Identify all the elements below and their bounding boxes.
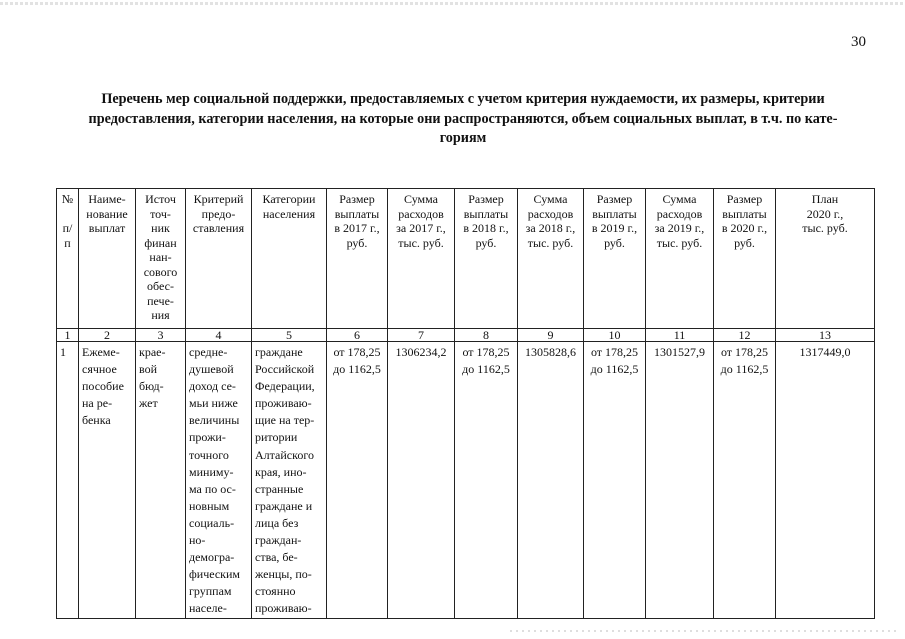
row-number-cell: 1 <box>57 342 79 619</box>
header-cell: Размер выплаты в 2017 г., руб. <box>327 189 388 329</box>
header-cell: План 2020 г., тыс. руб. <box>776 189 875 329</box>
header-cell: Источ точ- ник финан нан- сового обес- пече- ния <box>136 189 186 329</box>
document-title: Перечень мер социальной поддержки, предоставляемых с учетом критерия нуждаемости, их размеры, критерии предоставления, категории населения, на которые они распространяются, объем социальных выплат, в т.ч. по кате- гориям <box>88 91 838 146</box>
expenses-2017-cell: 1306234,2 <box>388 342 455 619</box>
header-cell: Размер выплаты в 2018 г., руб. <box>455 189 518 329</box>
header-cell: Сумма расходов за 2018 г., тыс. руб. <box>518 189 584 329</box>
scan-top-edge <box>0 2 905 5</box>
header-cell: Размер выплаты в 2020 г., руб. <box>714 189 776 329</box>
header-cell: Критерий предо- ставления <box>186 189 252 329</box>
header-cell: Наиме- нование выплат <box>79 189 136 329</box>
column-number: 13 <box>776 329 875 342</box>
header-cell: Категории населения <box>252 189 327 329</box>
column-number: 10 <box>584 329 646 342</box>
scan-bottom-edge <box>510 630 900 632</box>
expenses-2019-cell: 1301527,9 <box>646 342 714 619</box>
page-number: 30 <box>851 34 866 50</box>
column-number: 1 <box>57 329 79 342</box>
column-number: 8 <box>455 329 518 342</box>
column-number: 12 <box>714 329 776 342</box>
column-number: 3 <box>136 329 186 342</box>
payment-size-2017-cell: от 178,25 до 1162,5 <box>327 342 388 619</box>
population-category-cell: граждане Российской Федерации, проживаю- щие на тер- ритории Алтайского края, ино- странные граждане и лица без граждан- ства, бе- женцы, по- стоянно проживаю- <box>252 342 327 619</box>
column-number: 5 <box>252 329 327 342</box>
header-cell: № п/ п <box>57 189 79 329</box>
table-row <box>57 342 875 619</box>
payment-size-2018-cell: от 178,25 до 1162,5 <box>455 342 518 619</box>
column-number: 11 <box>646 329 714 342</box>
column-number: 7 <box>388 329 455 342</box>
plan-2020-cell: 1317449,0 <box>776 342 875 619</box>
payment-name-cell: Ежеме- сячное пособие на ре- бенка <box>79 342 136 619</box>
column-number: 9 <box>518 329 584 342</box>
column-number: 6 <box>327 329 388 342</box>
expenses-2018-cell: 1305828,6 <box>518 342 584 619</box>
criterion-cell: средне- душевой доход се- мьи ниже величины прожи- точного миниму- ма по ос- новным социаль- но- демогра- фическим группам населе- <box>186 342 252 619</box>
payment-size-2019-cell: от 178,25 до 1162,5 <box>584 342 646 619</box>
column-number: 4 <box>186 329 252 342</box>
payment-size-2020-cell: от 178,25 до 1162,5 <box>714 342 776 619</box>
header-cell: Сумма расходов за 2017 г., тыс. руб. <box>388 189 455 329</box>
column-number: 2 <box>79 329 136 342</box>
header-row <box>57 189 875 329</box>
column-number-row <box>57 329 875 342</box>
header-cell: Сумма расходов за 2019 г., тыс. руб. <box>646 189 714 329</box>
funding-source-cell: крае- вой бюд- жет <box>136 342 186 619</box>
header-cell: Размер выплаты в 2019 г., руб. <box>584 189 646 329</box>
social-support-table <box>56 188 875 619</box>
